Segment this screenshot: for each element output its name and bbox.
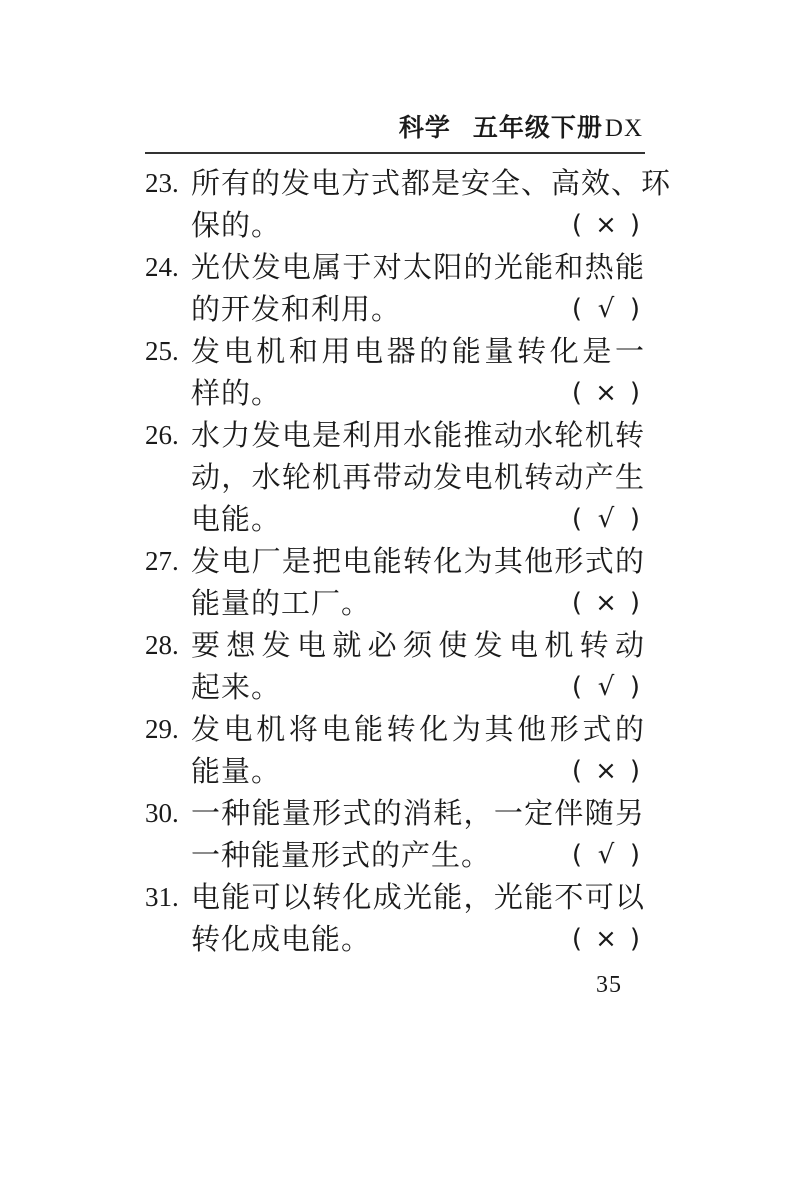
question-item: [145, 624, 645, 708]
cross-mark-icon: ×: [595, 588, 617, 618]
open-paren: (: [571, 756, 583, 786]
question-text: 光伏发电属于对太阳的光能和热能: [191, 250, 645, 284]
question-line: [145, 414, 645, 456]
question-number: 29.: [145, 714, 179, 744]
answer-bracket: [567, 288, 645, 330]
close-paren: ): [629, 756, 641, 786]
header-edition: DX: [604, 115, 643, 142]
question-line: [145, 246, 645, 288]
question-number: 26.: [145, 420, 179, 450]
answer-bracket: [567, 372, 645, 414]
check-mark-icon: √: [597, 840, 615, 870]
check-mark-icon: √: [597, 294, 615, 324]
cross-mark-icon: ×: [595, 210, 617, 240]
question-text: 一种能量形式的消耗，一定伴随另: [191, 796, 645, 830]
open-paren: (: [571, 588, 583, 618]
question-item: [145, 162, 672, 246]
question-number: 24.: [145, 252, 179, 282]
check-mark-icon: √: [597, 672, 615, 702]
question-line: [145, 708, 645, 750]
question-line: [145, 330, 645, 372]
close-paren: ): [629, 672, 641, 702]
question-line: [145, 498, 645, 540]
question-text: 能量。: [191, 754, 282, 788]
question-number: 30.: [145, 798, 179, 828]
question-item: [145, 792, 645, 876]
question-text: 电能可以转化成光能，光能不可以: [191, 880, 645, 914]
open-paren: (: [571, 504, 583, 534]
question-line: [145, 876, 645, 918]
open-paren: (: [571, 294, 583, 324]
question-text: 所有的发电方式都是安全、高效、环: [191, 166, 672, 200]
question-line: [145, 162, 672, 204]
answer-bracket: [567, 666, 645, 708]
question-line: [145, 540, 645, 582]
close-paren: ): [629, 588, 641, 618]
close-paren: ): [629, 378, 641, 408]
question-text: 保的。: [191, 208, 282, 242]
open-paren: (: [571, 924, 583, 954]
close-paren: ): [629, 210, 641, 240]
question-item: [145, 330, 645, 414]
question-line: [145, 750, 645, 792]
question-text: 起来。: [191, 670, 282, 704]
answer-bracket: [567, 204, 645, 246]
question-text: 水力发电是利用水能推动水轮机转: [191, 418, 645, 452]
open-paren: (: [571, 840, 583, 870]
page-header: [145, 112, 645, 152]
question-line: [145, 624, 645, 666]
question-line: [145, 372, 645, 414]
answer-bracket: [567, 918, 645, 960]
page-number: 35: [596, 972, 622, 998]
answer-bracket: [567, 498, 645, 540]
question-line: [145, 834, 645, 876]
cross-mark-icon: ×: [595, 756, 617, 786]
question-text: 转化成电能。: [191, 922, 372, 956]
question-number: 31.: [145, 882, 179, 912]
question-number: 27.: [145, 546, 179, 576]
close-paren: ): [629, 924, 641, 954]
question-line: [145, 456, 645, 498]
question-number: 25.: [145, 336, 179, 366]
question-line: [145, 582, 645, 624]
question-text: 动，水轮机再带动发电机转动产生: [191, 460, 645, 494]
question-line: [145, 792, 645, 834]
close-paren: ): [629, 504, 641, 534]
question-text: 发电厂是把电能转化为其他形式的: [191, 544, 645, 578]
open-paren: (: [571, 672, 583, 702]
answer-bracket: [567, 582, 645, 624]
header-subject: 科学: [398, 113, 451, 142]
question-line: [145, 288, 645, 330]
question-text: 电能。: [191, 502, 282, 536]
question-text: 发电机将电能转化为其他形式的: [191, 712, 645, 746]
question-text: 能量的工厂。: [191, 586, 372, 620]
header-grade: 五年级下册: [472, 113, 603, 142]
close-paren: ): [629, 294, 641, 324]
header-title: [399, 112, 643, 145]
header-divider: [145, 152, 645, 154]
question-item: [145, 708, 645, 792]
question-item: [145, 876, 645, 960]
question-text: 要想发电就必须使发电机转动: [191, 628, 645, 662]
close-paren: ): [629, 840, 641, 870]
answer-bracket: [567, 834, 645, 876]
question-line: [145, 204, 645, 246]
open-paren: (: [571, 378, 583, 408]
open-paren: (: [571, 210, 583, 240]
question-list: [145, 162, 672, 960]
cross-mark-icon: ×: [595, 924, 617, 954]
question-text: 一种能量形式的产生。: [191, 838, 492, 872]
question-number: 28.: [145, 630, 179, 660]
question-text: 样的。: [191, 376, 282, 410]
check-mark-icon: √: [597, 504, 615, 534]
question-text: 发电机和用电器的能量转化是一: [191, 334, 645, 368]
cross-mark-icon: ×: [595, 378, 617, 408]
question-text: 的开发和利用。: [191, 292, 402, 326]
answer-bracket: [567, 750, 645, 792]
question-line: [145, 918, 645, 960]
question-number: 23.: [145, 168, 179, 198]
question-item: [145, 540, 645, 624]
question-line: [145, 666, 645, 708]
question-item: [145, 414, 645, 540]
question-item: [145, 246, 645, 330]
